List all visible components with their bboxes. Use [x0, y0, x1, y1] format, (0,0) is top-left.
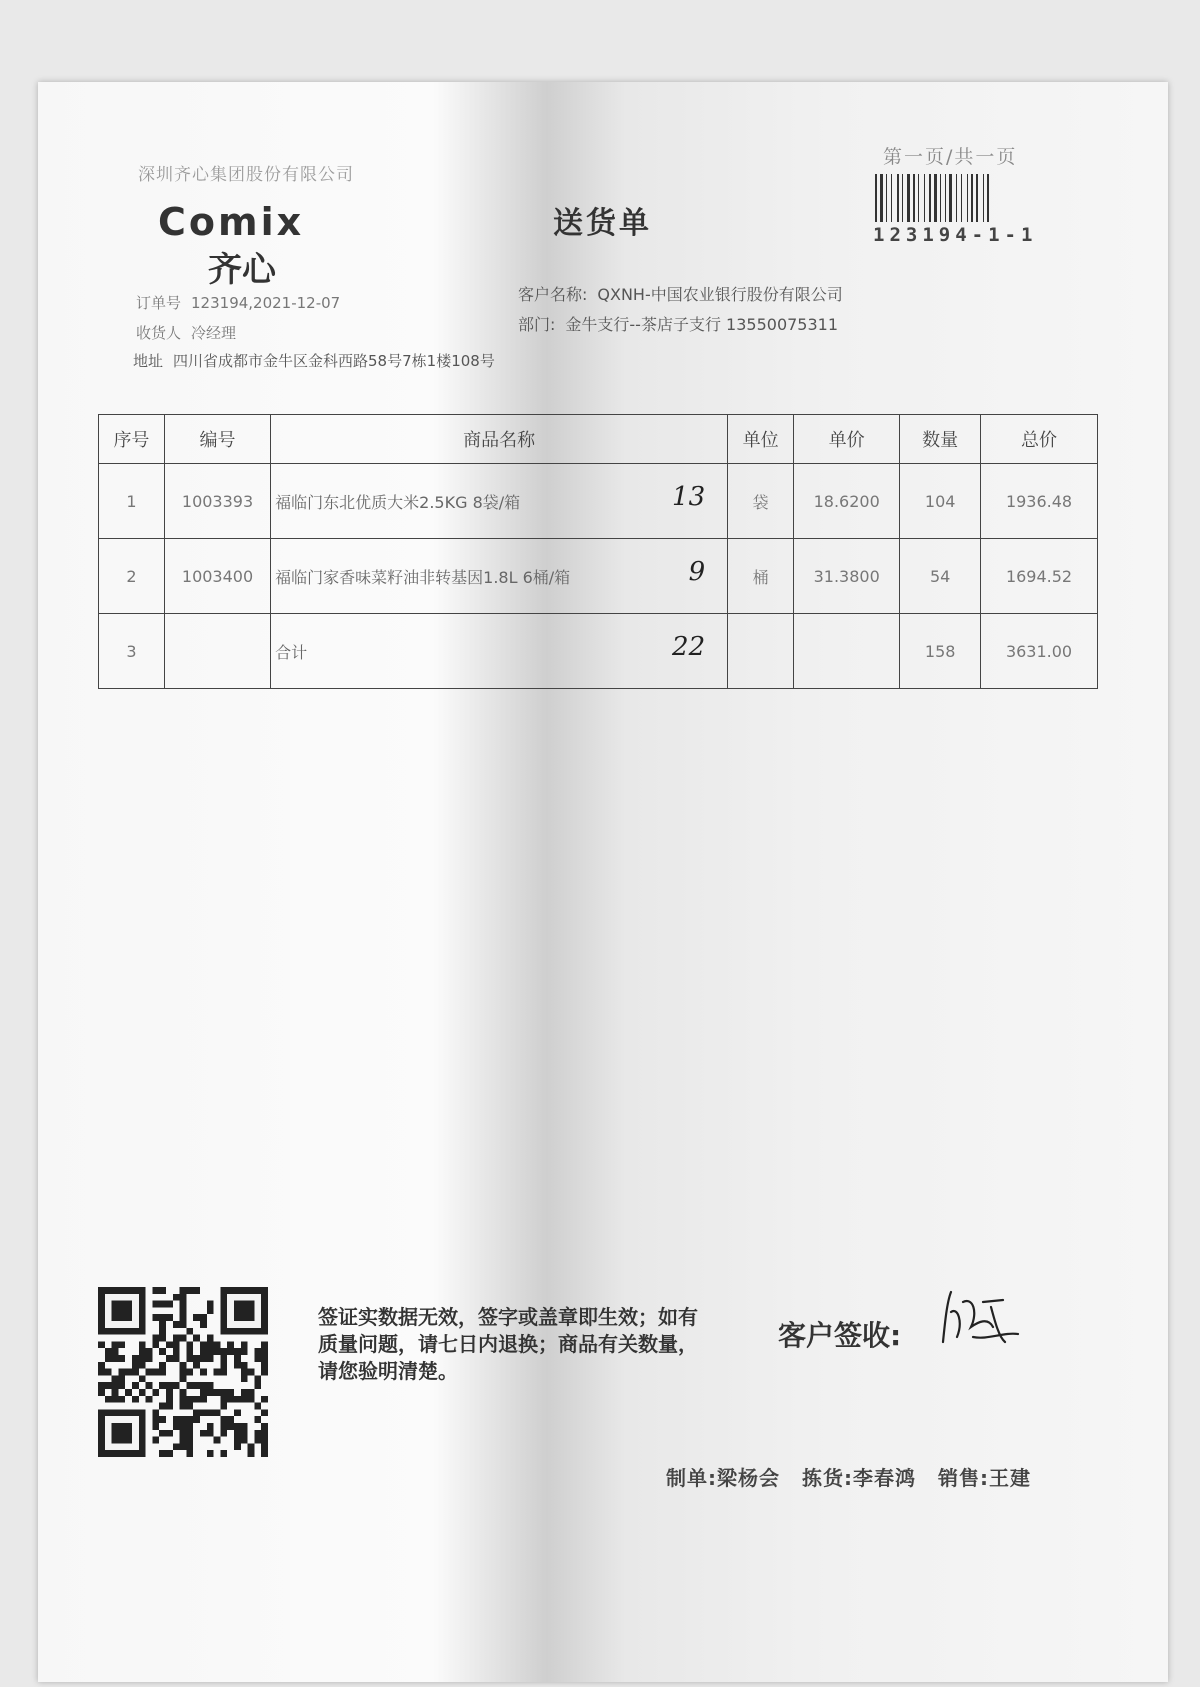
header-total: 总价 — [981, 415, 1098, 464]
maker: 制单:梁杨会 — [666, 1466, 780, 1490]
comix-logo-text: Comix — [158, 200, 305, 244]
cell-qty: 54 — [900, 539, 981, 614]
cell-name: 福临门家香味菜籽油非转基因1.8L 6桶/箱 9 — [271, 539, 728, 614]
company-name: 深圳齐心集团股份有限公司 — [138, 165, 354, 185]
order-number: 订单号 123194,2021-12-07 — [136, 294, 341, 312]
cell-total: 1694.52 — [981, 539, 1098, 614]
page-info: 第一页/共一页 — [883, 146, 1018, 168]
cell-code: 1003393 — [164, 464, 270, 539]
delivery-note-paper — [38, 82, 1168, 1682]
barcode-number: 123194-1-1 — [873, 224, 1038, 246]
header-qty: 数量 — [900, 415, 981, 464]
cell-code — [164, 614, 270, 689]
cell-seq: 2 — [99, 539, 165, 614]
table-row-total — [99, 614, 1098, 689]
notice-text: 签证实数据无效，签字或盖章即生效；如有质量问题，请七日内退换；商品有关数量，请您验明清楚。 — [318, 1305, 698, 1383]
barcode-icon — [873, 172, 1073, 224]
signature-icon — [933, 1282, 1023, 1362]
goods-table — [98, 414, 1098, 689]
sales: 销售:王建 — [938, 1466, 1031, 1490]
qr-code-icon — [98, 1287, 268, 1457]
cell-total: 3631.00 — [981, 614, 1098, 689]
cell-price: 18.6200 — [794, 464, 900, 539]
department: 部门: 金牛支行--茶店子支行 13550075311 — [518, 315, 839, 334]
table-header-row — [99, 415, 1098, 464]
document-title: 送货单 — [553, 206, 652, 241]
header-code: 编号 — [164, 415, 270, 464]
cell-qty: 104 — [900, 464, 981, 539]
handwritten-count: 13 — [672, 482, 706, 512]
address: 地址 四川省成都市金牛区金科西路58号7栋1楼108号 — [133, 352, 495, 370]
cell-unit — [728, 614, 794, 689]
handwritten-count: 22 — [672, 632, 706, 662]
header-name: 商品名称 — [271, 415, 728, 464]
table-row — [99, 464, 1098, 539]
header-unit: 单位 — [728, 415, 794, 464]
cell-qty: 158 — [900, 614, 981, 689]
cell-unit: 袋 — [728, 464, 794, 539]
receiver: 收货人 冷经理 — [136, 324, 237, 342]
table-row — [99, 539, 1098, 614]
cell-unit: 桶 — [728, 539, 794, 614]
cell-seq: 1 — [99, 464, 165, 539]
cell-price — [794, 614, 900, 689]
comix-logo-chinese: 齐心 — [208, 250, 276, 290]
cell-price: 31.3800 — [794, 539, 900, 614]
customer-name: 客户名称: QXNH-中国农业银行股份有限公司 — [518, 285, 843, 304]
header-seq: 序号 — [99, 415, 165, 464]
handwritten-count: 9 — [688, 557, 706, 587]
footer-staff — [666, 1462, 1053, 1491]
cell-seq: 3 — [99, 614, 165, 689]
cell-total: 1936.48 — [981, 464, 1098, 539]
cell-name: 福临门东北优质大米2.5KG 8袋/箱 13 — [271, 464, 728, 539]
cell-code: 1003400 — [164, 539, 270, 614]
picker: 拣货:李春鸿 — [802, 1466, 916, 1490]
customer-sign-label: 客户签收: — [778, 1319, 902, 1352]
cell-name: 合计 22 — [271, 614, 728, 689]
header-price: 单价 — [794, 415, 900, 464]
